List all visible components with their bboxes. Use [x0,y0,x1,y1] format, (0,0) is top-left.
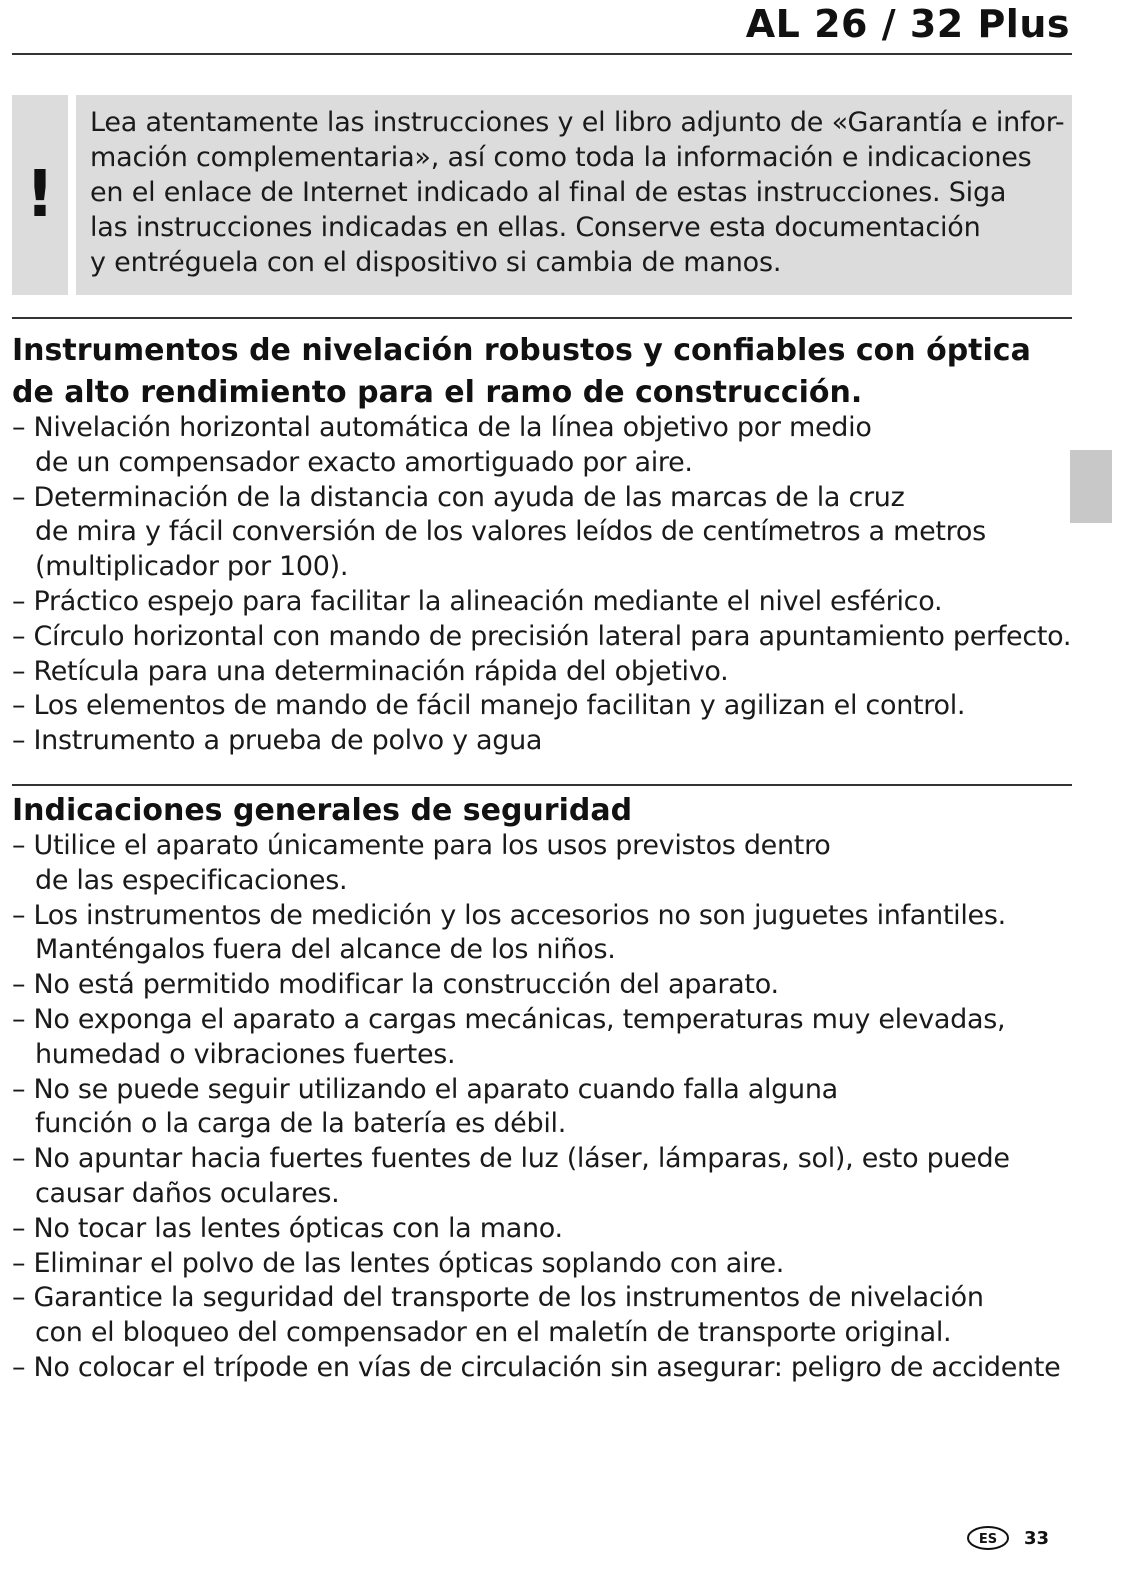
list-item: – No colocar el trípode en vías de circulación sin asegurar: peligro de accidente [12,1351,1061,1383]
list-item: – No apuntar hacia fuertes fuentes de luz (láser, lámparas, sol), esto puede [12,1143,1010,1175]
heading-line: de alto rendimiento para el ramo de construcción. [12,375,863,410]
list-item: – Instrumento a prueba de polvo y agua [12,725,543,757]
list-item: – Los instrumentos de medición y los accesorios no son juguetes infantiles. [12,899,1006,931]
language-badge-icon [966,1524,1014,1552]
list-item: – Utilice el aparato únicamente para los usos previstos dentro [12,830,831,861]
list-item: – No se puede seguir utilizando el aparato cuando falla alguna [12,1073,838,1105]
section-heading-features [12,330,1031,414]
warning-line: mación complementaria», así como toda la información e indicaciones [90,142,1032,173]
warning-text [76,95,1072,295]
section-heading-safety: Indicaciones generales de seguridad [12,793,633,828]
list-item: – Círculo horizontal con mando de precisión lateral para apuntamiento perfecto. [12,620,1072,652]
list-item-continuation: de un compensador exacto amortiguado por aire. [35,446,693,478]
page-number: 33 [1024,1527,1050,1549]
warning-line: Lea atentamente las instrucciones y el libro adjunto de «Garantía e infor- [90,107,1065,138]
list-item-continuation: con el bloqueo del compensador en el maletín de transporte original. [35,1317,952,1349]
list-item: – Práctico espejo para facilitar la alineación mediante el nivel esférico. [12,585,943,617]
list-item: – Retícula para una determinación rápida del objetivo. [12,655,729,687]
feature-list [12,411,1102,759]
warning-line: en el enlace de Internet indicado al final de estas instrucciones. Siga [90,177,1007,208]
list-item: – Garantice la seguridad del transporte de los instrumentos de nivelación [12,1282,984,1314]
language-badge [966,1524,1014,1552]
page-footer [966,1524,1049,1552]
list-item: – Determinación de la distancia con ayuda de las marcas de la cruz [12,481,905,513]
list-item-continuation: Manténgalos fuera del alcance de los niños. [35,934,616,966]
safety-list [12,829,1102,1386]
list-item: – No exponga el aparato a cargas mecánicas, temperaturas muy elevadas, [12,1003,1006,1035]
list-item: – Nivelación horizontal automática de la línea objetivo por medio [12,412,872,443]
list-item-continuation: causar daños oculares. [35,1177,340,1209]
warning-box [12,95,1072,295]
header-divider [12,53,1072,55]
list-item: – No está permitido modificar la construcción del aparato. [12,969,779,1001]
warning-line: las instrucciones indicadas en ellas. Conserve esta documentación [90,212,981,243]
list-item: – No tocar las lentes ópticas con la mano. [12,1212,563,1244]
list-item: – Eliminar el polvo de las lentes ópticas soplando con aire. [12,1247,785,1279]
section-divider [12,784,1072,786]
list-item-continuation: (multiplicador por 100). [35,551,349,583]
section-divider [12,317,1072,319]
list-item-continuation: función o la carga de la batería es débil. [35,1108,567,1140]
exclamation-icon: ! [12,95,68,295]
language-code: ES [978,1532,998,1547]
side-tab-marker [1070,450,1112,523]
list-item-continuation: de mira y fácil conversión de los valores leídos de centímetros a metros [35,516,986,548]
warning-line: y entréguela con el dispositivo si cambia de manos. [90,247,782,278]
list-item: – Los elementos de mando de fácil manejo facilitan y agilizan el control. [12,690,966,722]
heading-line: Instrumentos de nivelación robustos y confiables con óptica [12,333,1031,368]
list-item-continuation: de las especificaciones. [35,864,348,896]
list-item-continuation: humedad o vibraciones fuertes. [35,1038,456,1070]
page-title: AL 26 / 32 Plus [745,2,1070,46]
